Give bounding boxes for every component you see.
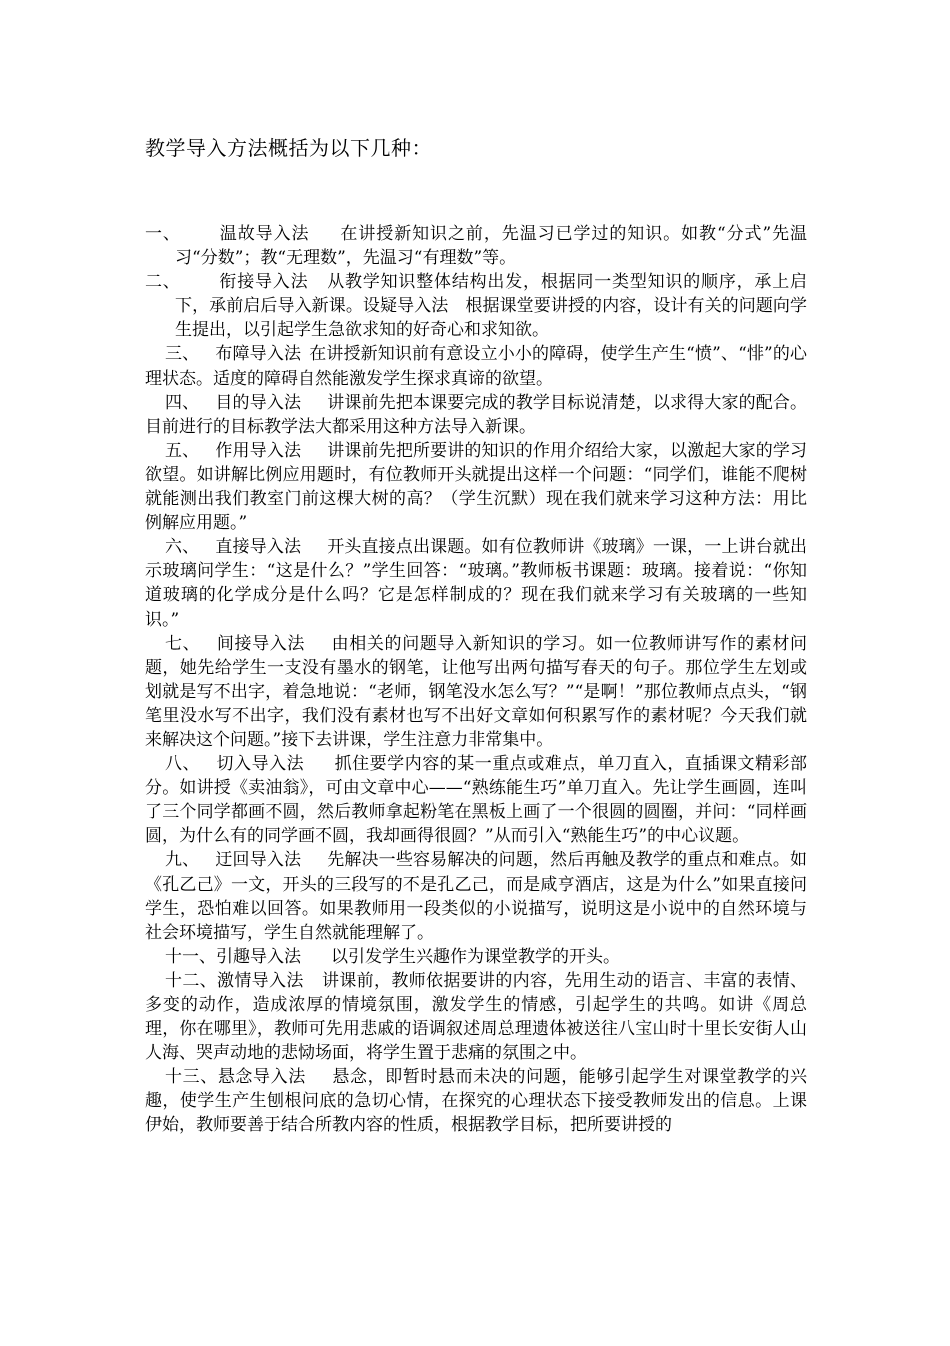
method-text: 以引发学生兴趣作为课堂教学的开头。 [331,946,620,967]
method-number: 十二、 [165,970,217,991]
method-number: 五、 [165,440,200,461]
method-paragraph-2 [145,270,807,342]
method-name: 切入导入法 [216,754,305,775]
method-paragraph-6 [145,535,807,631]
method-name: 悬念导入法 [217,1067,306,1088]
method-number: 三、 [165,344,200,365]
method-number: 六、 [165,537,200,558]
method-paragraph-3 [145,342,807,390]
method-text: 讲课前先把本课要完成的教学目标说清楚，以求得大家的配合。目前进行的目标教学法大都采用这种方法导入新课。 [145,392,808,437]
method-number: 十三、 [165,1067,218,1088]
method-number: 四、 [165,392,200,413]
method-paragraph-11 [145,945,807,969]
method-name: 激情导入法 [217,970,304,991]
method-text: 讲课前先把所要讲的知识的作用介绍给大家，以激起大家的学习欲望。如讲解比例应用题时，有位教师开头就提出这样一个问题：“同学们，谁能不爬树就能测出我们教室门前这棵大树的高？（学生沉默）现在我们就来学习这种方法：用比例解应用题。” [145,440,808,534]
method-text: 悬念，即暂时悬而未决的问题，能够引起学生对课堂教学的兴趣，使学生产生刨根问底的急切心情，在探究的心理状态下接受教师发出的信息。上课伊始，教师要善于结合所教内容的性质，根据教学目标，把所要讲授的 [145,1067,808,1136]
method-name: 引趣导入法 [216,946,301,967]
method-text: 开头直接点出课题。如有位教师讲《玻璃》一课，一上讲台就出示玻璃问学生：“这是什么？”学生回答：“玻璃。”教师板书课题：玻璃。接着说：“你知道玻璃的化学成分是什么吗？它是怎样制成的？现在我们就来学习有关玻璃的一些知识。” [145,537,808,630]
method-text: 由相关的问题导入新知识的学习。如一位教师讲写作的素材问题，她先给学生一支没有墨水的钢笔，让他写出两句描写春天的句子。那位学生左划或划就是写不出字，着急地说：“老师，钢笔没水怎么写？”“是啊！”那位教师点点头，“钢笔里没水写不出字，我们没有素材也写不出好文章如何积累写作的素材呢？今天我们就来解决这个问题。”接下去讲课，学生注意力非常集中。 [145,633,808,750]
method-name: 衔接导入法 [218,272,309,293]
method-paragraph-7 [145,632,807,752]
document-body [145,222,807,1138]
method-text: 抓住要学内容的某一重点或难点，单刀直入，直插课文精彩部分。如讲授《卖油翁》，可由文章中心——“熟练能生巧”单刀直入。先让学生画圆，连叫了三个同学都画不圆，然后教师拿起粉笔在黑板上画了一个很圆的圆圈，并问：“同样画圆，为什么有的同学画不圆，我却画得很圆？”从而引入“熟能生巧”的中心议题。 [145,754,808,847]
method-number: 十一、 [165,946,216,967]
method-name: 作用导入法 [215,440,302,461]
method-paragraph-8 [145,752,807,848]
method-paragraph-12 [145,969,807,1065]
method-name: 迂回导入法 [215,850,302,871]
method-name: 布障导入法 [215,344,302,365]
method-name: 温故导入法 [218,224,310,244]
method-paragraph-1 [145,222,807,270]
method-text: 从教学知识整体结构出发，根据同一类型知识的顺序，承上启下，承前启后导入新课。设疑导入法 根据课堂要讲授的内容，设计有关的问题向学生提出，以引起学生急欲求知的好奇心和求知欲。 [175,272,808,341]
method-name: 目的导入法 [215,392,302,413]
method-name: 间接导入法 [216,633,306,654]
method-paragraph-5 [145,439,807,535]
method-text: 在讲授新知识前有意设立小小的障碍，使学生产生“愤”、“悱”的心理状态。适度的障碍自然能激发学生探求真谛的欲望。 [145,344,808,389]
method-number: 一、 [145,224,181,244]
method-number: 八、 [165,754,201,775]
method-text: 讲课前，教师依据要讲的内容，先用生动的语言、丰富的表情、多变的动作，造成浓厚的情境氛围，激发学生的情感，引起学生的共鸣。如讲《周总理，你在哪里》，教师可先用悲戚的语调叙述周总理遗体被送往八宝山时十里长安街人山人海、哭声动地的悲恸场面，将学生置于悲痛的氛围之中。 [145,970,808,1064]
method-number: 七、 [165,633,201,654]
method-text: 先解决一些容易解决的问题，然后再触及教学的重点和难点。如《孔乙己》一文，开头的三段写的不是孔乙己，而是咸亨酒店，这是为什么”如果直接问学生，恐怕难以回答。如果教师用一段类似的小说描写，说明这是小说中的自然环境与社会环境描写，学生自然就能理解了。 [145,850,808,943]
document-title: 教学导入方法概括为以下几种： [145,136,432,160]
method-paragraph-13 [145,1065,807,1137]
method-paragraph-4 [145,391,807,439]
method-paragraph-9 [145,848,807,944]
method-number: 二、 [145,272,181,293]
method-name: 直接导入法 [215,537,302,558]
method-number: 九、 [165,850,200,871]
method-text: 在讲授新知识之前，先温习已学过的知识。如教“分式”先温习“分数”；教“无理数”，先温习“有理数”等。 [175,224,808,269]
